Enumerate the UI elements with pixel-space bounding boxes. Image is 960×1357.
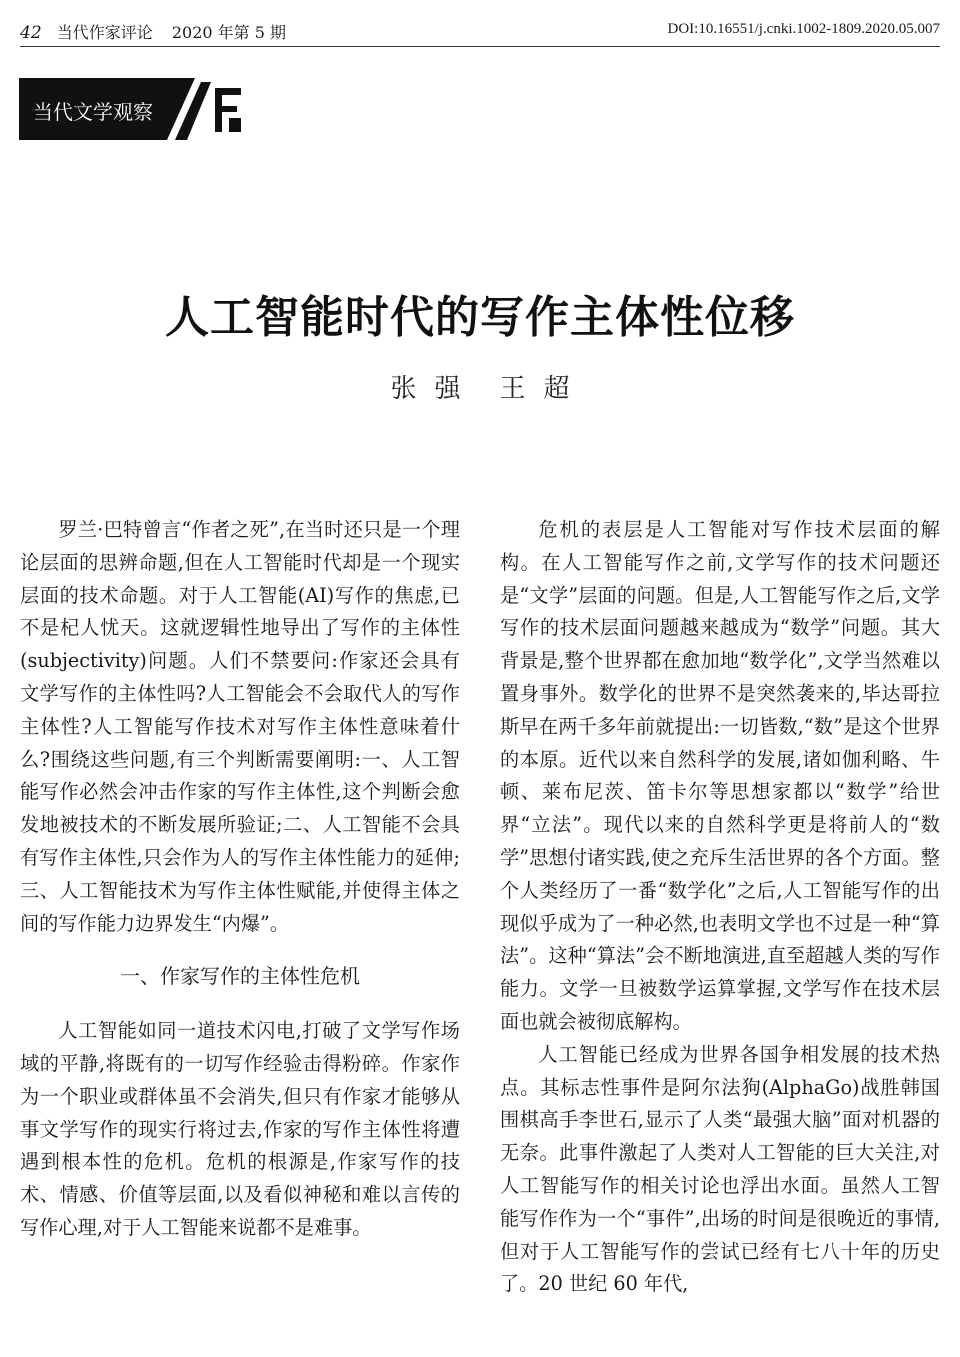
- running-header: [20, 18, 940, 47]
- paragraph: 人工智能已经成为世界各国争相发展的技术热点。其标志性事件是阿尔法狗(AlphaGo)战胜韩国围棋高手李世石,显示了人类“最强大脑”面对机器的无奈。此事件激起了人类对人工智能的巨大关注,对人工智能写作的相关讨论也浮出水面。虽然人工智能写作作为一个“事件”,出场的时间是很晚近的事情,但对于人工智能写作的尝试已经有七八十年的历史了。20 世纪 60 年代,: [500, 1042, 940, 1296]
- section-heading: 一、作家写作的主体性危机: [120, 964, 360, 989]
- authors: [0, 368, 960, 405]
- issue-info: 2020 年第 5 期: [171, 23, 287, 42]
- header-left: [20, 20, 286, 43]
- banner-decoration-icon: [167, 78, 247, 140]
- article-title: 人工智能时代的写作主体性位移: [165, 292, 795, 344]
- right-column: [500, 514, 940, 1301]
- left-column: [20, 514, 460, 1245]
- author-char: 王: [499, 374, 526, 404]
- paragraph: 罗兰·巴特曾言“作者之死”,在当时还只是一个理论层面的思辨命题,但在人工智能时代却是一个现实层面的技术命题。对于人工智能(AI)写作的焦虑,已不是杞人忧天。这就逻辑性地导出了写作的主体性(subjectivity)问题。人们不禁要问:作家还会具有文学写作的主体性吗?人工智能会不会取代人的写作主体性?人工智能写作技术对写作主体性意味着什么?围绕这些问题,有三个判断需要阐明:一、人工智能写作必然会冲击作家的写作主体性,这个判断会愈发地被技术的不断发展所验证;二、人工智能不会具有写作主体性,只会作为人的写作主体性能力的延伸;三、人工智能技术为写作主体性赋能,并使得主体之间的写作能力边界发生“内爆”。: [20, 518, 460, 935]
- author-char: 超: [543, 374, 570, 404]
- section-banner: [19, 78, 247, 140]
- journal-name: 当代作家评论: [56, 23, 153, 42]
- paragraph: 人工智能如同一道技术闪电,打破了文学写作场域的平静,将既有的一切写作经验击得粉碎。作家作为一个职业或群体虽不会消失,但只有作家才能够从事文学写作的现实行将过去,作家的写作主体性将遭遇到根本性的危机。危机的根源是,作家写作的技术、情感、价值等层面,以及看似神秘和难以言传的写作心理,对于人工智能来说都不是难事。: [20, 1019, 460, 1239]
- doi: DOI:10.16551/j.cnki.1002-1809.2020.05.007: [667, 21, 940, 37]
- banner-label: 当代文学观察: [33, 100, 153, 124]
- author-char: 强: [434, 374, 461, 404]
- page-number: 42: [20, 23, 42, 43]
- paragraph: 危机的表层是人工智能对写作技术层面的解构。在人工智能写作之前,文学写作的技术问题还是“文学”层面的问题。但是,人工智能写作之后,文学写作的技术层面问题越来越成为“数学”问题。其大背景是,整个世界都在愈加地“数学化”,文学当然难以置身事外。数学化的世界不是突然袭来的,毕达哥拉斯早在两千多年前就提出:一切皆数,“数”是这个世界的本原。近代以来自然科学的发展,诸如伽利略、牛顿、莱布尼茨、笛卡尔等思想家都以“数学”给世界“立法”。现代以来的自然科学更是将前人的“数学”思想付诸实践,使之充斥生活世界的各个方面。整个人类经历了一番“数学化”之后,人工智能写作的出现似乎成为了一种必然,也表明文学也不过是一种“算法”。这种“算法”会不断地演进,直至超越人类的写作能力。文学一旦被数学运算掌握,文学写作在技术层面也就会被彻底解构。: [500, 518, 940, 1033]
- author-char: 张: [390, 374, 417, 404]
